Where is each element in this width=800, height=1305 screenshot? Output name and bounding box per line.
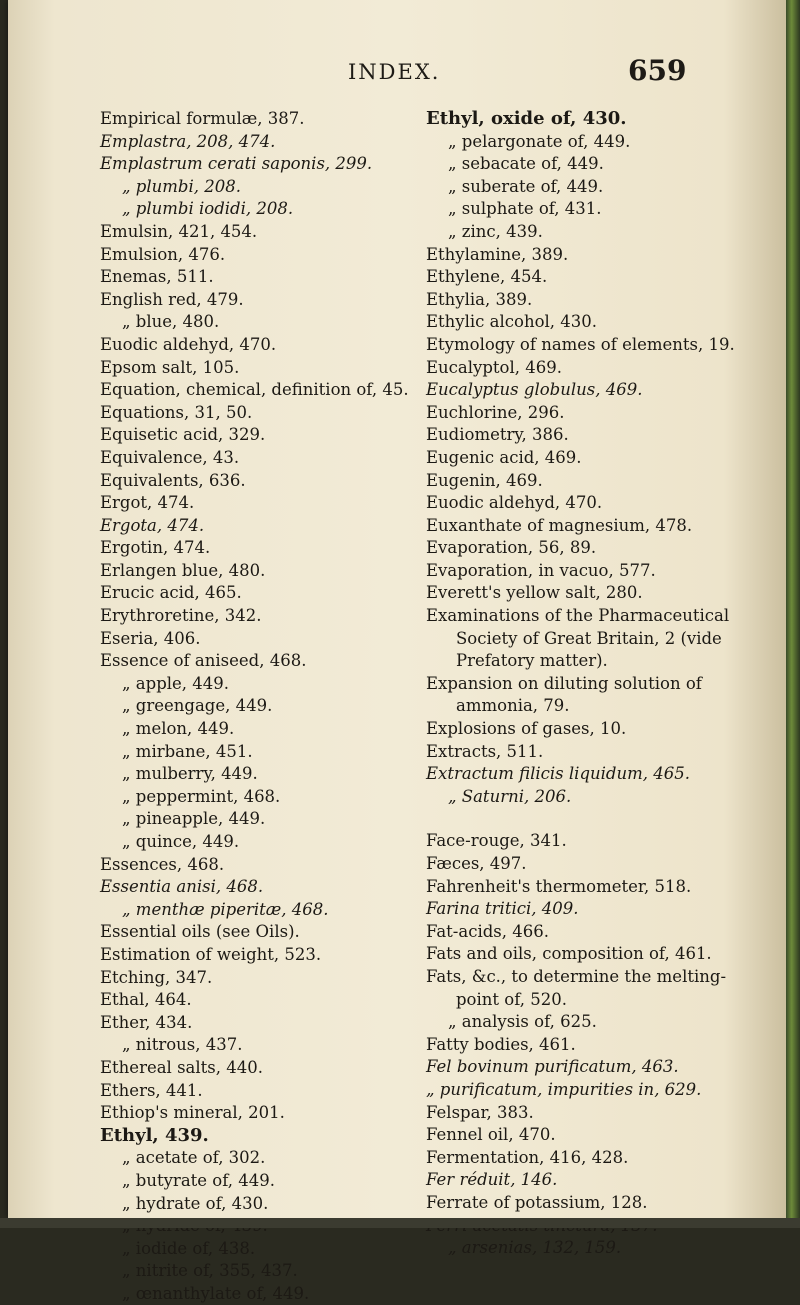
index-entry: Ferrate of potassium, 128. — [426, 1192, 648, 1212]
index-entry: Essences, 468. — [100, 854, 225, 874]
index-entry: „ mirbane, 451. — [122, 741, 253, 761]
index-entry: Ethylamine, 389. — [426, 244, 569, 264]
index-entry: Fennel oil, 470. — [426, 1125, 556, 1145]
index-entry: Evaporation, in vacuo, 577. — [426, 560, 656, 580]
index-entry: „ œnanthylate of, 449. — [122, 1283, 310, 1303]
index-entry: Ethylene, 454. — [426, 267, 548, 287]
index-entry: „ nitrous, 437. — [122, 1035, 243, 1055]
index-entry: „ sebacate of, 449. — [448, 154, 604, 174]
index-entry: Etymology of names of elements, 19. — [426, 334, 735, 354]
index-entry: Equation, chemical, definition of, 45. — [100, 380, 409, 400]
index-entry: Ethyl, 439. — [100, 1124, 209, 1146]
index-entry: „ sulphate of, 431. — [448, 199, 602, 219]
index-entry: Evaporation, 56, 89. — [426, 538, 597, 558]
index-entry: Erlangen blue, 480. — [100, 560, 266, 580]
index-entry: Eucalyptus globulus, 469. — [426, 380, 643, 400]
index-entry: Ergot, 474. — [100, 493, 195, 513]
index-entry: Equations, 31, 50. — [100, 402, 253, 422]
index-entry: „ melon, 449. — [122, 719, 235, 739]
index-entry: „ peppermint, 468. — [122, 786, 281, 806]
index-entry: „ pineapple, 449. — [122, 809, 266, 829]
index-entry: Emulsion, 476. — [100, 244, 226, 264]
index-column-right — [426, 108, 751, 1260]
index-entry: Equisetic acid, 329. — [100, 425, 266, 445]
index-entry: Fer réduit, 146. — [426, 1170, 558, 1190]
index-entry: „ menthæ piperitæ, 468. — [122, 899, 329, 919]
index-entry: Fats, &c., to determine the melting-point of, 520. — [426, 966, 727, 1009]
index-entry: Equivalents, 636. — [100, 470, 246, 490]
index-entry: Examinations of the Pharmaceutical Society of Great Britain, 2 (vide Prefatory matter). — [426, 606, 730, 671]
index-entry: Erythroretine, 342. — [100, 606, 262, 626]
index-entry: Erucic acid, 465. — [100, 583, 242, 603]
index-entry: „ apple, 449. — [122, 673, 230, 693]
index-entry: „ greengage, 449. — [122, 696, 273, 716]
index-entry: „ hydrate of, 430. — [122, 1193, 269, 1213]
index-entry: Emplastra, 208, 474. — [100, 131, 276, 151]
index-entry: Ether, 434. — [100, 1012, 193, 1032]
book-page — [8, 0, 786, 1303]
index-entry: Euodic aldehyd, 470. — [100, 334, 277, 354]
index-entry: Essential oils (see Oils). — [100, 922, 300, 942]
index-entry: Emulsin, 421, 454. — [100, 221, 258, 241]
index-entry: Ethers, 441. — [100, 1080, 203, 1100]
index-entry: „ butyrate of, 449. — [122, 1170, 275, 1190]
index-column-left — [100, 108, 409, 1305]
index-entry: „ zinc, 439. — [448, 221, 543, 241]
running-head: INDEX. — [348, 60, 441, 84]
index-entry: Fat-acids, 466. — [426, 921, 549, 941]
index-entry: „ mulberry, 449. — [122, 764, 258, 784]
index-entry: English red, 479. — [100, 289, 244, 309]
index-entry: Extracts, 511. — [426, 741, 544, 761]
index-entry: „ arsenias, 132, 159. — [448, 1238, 622, 1258]
index-entry: Ethereal salts, 440. — [100, 1057, 263, 1077]
book-edge — [786, 0, 800, 1228]
index-entry: Fahrenheit's thermometer, 518. — [426, 876, 692, 896]
index-entry: „ iodide of, 438. — [122, 1238, 256, 1258]
index-entry: Eucalyptol, 469. — [426, 357, 562, 377]
index-entry: Empirical formulæ, 387. — [100, 109, 305, 128]
index-entry: „ purificatum, impurities in, 629. — [426, 1079, 702, 1099]
index-entry: Eseria, 406. — [100, 628, 201, 648]
index-entry: Fæces, 497. — [426, 854, 527, 873]
index-entry: Fel bovinum purificatum, 463. — [426, 1057, 679, 1077]
index-entry: Euxanthate of magnesium, 478. — [426, 515, 693, 535]
index-entry: „ nitrite of, 355, 437. — [122, 1261, 298, 1281]
index-entry: Etching, 347. — [100, 967, 213, 987]
index-entry: Extractum filicis liquidum, 465. — [426, 764, 690, 784]
index-entry: Ethyl, oxide of, 430. — [426, 108, 627, 129]
index-entry: Everett's yellow salt, 280. — [426, 583, 643, 603]
index-entry: „ plumbi iodidi, 208. — [122, 199, 294, 219]
index-entry: Eudiometry, 386. — [426, 425, 569, 445]
index-entry: Euchlorine, 296. — [426, 402, 565, 422]
index-entry: Explosions of gases, 10. — [426, 719, 627, 739]
index-entry: Eugenic acid, 469. — [426, 447, 582, 467]
index-entry: Ethal, 464. — [100, 990, 192, 1010]
index-entry: Enemas, 511. — [100, 267, 214, 287]
scan-border — [0, 1218, 800, 1228]
index-entry: „ pelargonate of, 449. — [448, 131, 631, 151]
index-entry: Equivalence, 43. — [100, 447, 240, 467]
index-entry: Emplastrum cerati saponis, 299. — [100, 154, 373, 174]
index-entry: Ergotin, 474. — [100, 538, 211, 558]
index-entry: „ acetate of, 302. — [122, 1148, 266, 1168]
index-entry: „ blue, 480. — [122, 312, 220, 332]
index-entry: „ quince, 449. — [122, 832, 240, 851]
index-entry: Euodic aldehyd, 470. — [426, 493, 603, 513]
index-entry: Essentia anisi, 468. — [100, 877, 264, 897]
page-number: 659 — [628, 54, 687, 87]
index-entry: Essence of aniseed, 468. — [100, 651, 307, 671]
index-entry: Fermentation, 416, 428. — [426, 1147, 629, 1167]
index-entry: Felspar, 383. — [426, 1102, 534, 1122]
index-entry: Ergota, 474. — [100, 515, 205, 535]
index-entry: Eugenin, 469. — [426, 470, 543, 490]
index-entry: Fats and oils, composition of, 461. — [426, 944, 712, 964]
index-entry: Ethiop's mineral, 201. — [100, 1103, 285, 1123]
index-entry: Estimation of weight, 523. — [100, 944, 322, 964]
index-entry: „ Saturni, 206. — [448, 786, 572, 806]
index-entry: Farina tritici, 409. — [426, 899, 579, 919]
index-entry: „ analysis of, 625. — [448, 1012, 597, 1032]
index-gap — [426, 808, 751, 830]
index-entry: Ethylia, 389. — [426, 289, 533, 309]
index-entry: „ plumbi, 208. — [122, 176, 241, 196]
index-entry: Epsom salt, 105. — [100, 357, 240, 377]
index-entry: „ suberate of, 449. — [448, 176, 604, 196]
index-entry: Ethylic alcohol, 430. — [426, 312, 598, 332]
index-entry: Expansion on diluting solution of ammonia, 79. — [426, 673, 702, 716]
index-entry: Face-rouge, 341. — [426, 831, 567, 851]
index-entry: Fatty bodies, 461. — [426, 1034, 576, 1054]
